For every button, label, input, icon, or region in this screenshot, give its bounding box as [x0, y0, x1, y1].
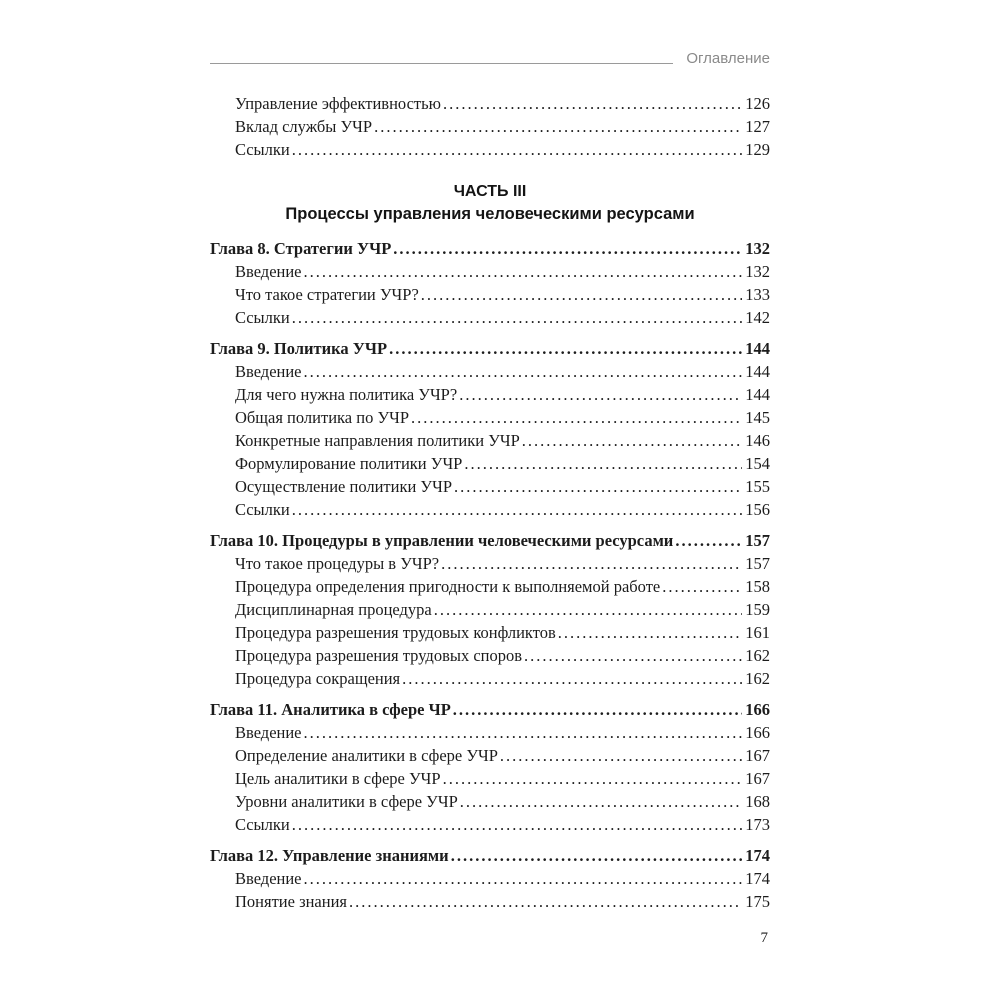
- toc-entry: [210, 452, 770, 475]
- toc-entry-page: 173: [745, 815, 770, 834]
- toc-entry-label: Что такое процедуры в УЧР?: [235, 554, 440, 573]
- toc-entry-page: 161: [745, 623, 770, 642]
- toc-entry: [210, 867, 770, 890]
- toc-entry-label: Определение аналитики в сфере УЧР: [235, 746, 498, 765]
- toc-chapter-page: 166: [745, 700, 770, 719]
- toc-entry-page: 159: [745, 600, 770, 619]
- toc-entry: [210, 552, 770, 575]
- toc-entry-label: Дисциплинарная процедура: [235, 600, 432, 619]
- dot-leader: [451, 844, 743, 867]
- dot-leader: [304, 867, 743, 890]
- toc-chapter: [210, 844, 770, 867]
- toc-entry-page: 144: [745, 385, 770, 404]
- dot-leader: [443, 92, 742, 115]
- dot-leader: [675, 529, 742, 552]
- toc-entry: [210, 721, 770, 744]
- dot-leader: [374, 115, 742, 138]
- dot-leader: [441, 552, 742, 575]
- toc-entry: [210, 790, 770, 813]
- toc-entry: [210, 498, 770, 521]
- toc-chapter-label: Глава 10. Процедуры в управлении человеческими ресурсами: [210, 531, 674, 550]
- folio-page-number: 7: [760, 930, 768, 946]
- toc-entry-page: 167: [745, 769, 770, 788]
- dot-leader: [662, 575, 742, 598]
- toc-entry-label: Вклад службы УЧР: [235, 117, 373, 136]
- toc-entry: [210, 283, 770, 306]
- running-head: [210, 48, 770, 68]
- toc-entry-page: 126: [745, 94, 770, 113]
- toc-entry-label: Формулирование политики УЧР: [235, 454, 463, 473]
- toc-chapter-page: 132: [745, 239, 770, 258]
- toc-entry-page: 133: [745, 285, 770, 304]
- dot-leader: [292, 306, 743, 329]
- toc-chapter: [210, 698, 770, 721]
- toc-entry-label: Процедура разрешения трудовых конфликтов: [235, 623, 556, 642]
- toc-entry: [210, 575, 770, 598]
- toc-entry: [210, 306, 770, 329]
- part-heading: [210, 181, 770, 225]
- toc-entry: [210, 260, 770, 283]
- toc-entry: [210, 406, 770, 429]
- toc-entry-page: 129: [745, 140, 770, 159]
- running-head-rule: [210, 63, 673, 64]
- toc-entry: [210, 644, 770, 667]
- toc-entry-page: 157: [745, 554, 770, 573]
- part-title: Процессы управления человеческими ресурсами: [285, 205, 695, 223]
- toc-chapter-label: Глава 11. Аналитика в сфере ЧР: [210, 700, 451, 719]
- toc-entry-page: 155: [745, 477, 770, 496]
- toc-entry-page: 168: [745, 792, 770, 811]
- toc-entry-page: 146: [745, 431, 770, 450]
- toc-entry-page: 156: [745, 500, 770, 519]
- dot-leader: [558, 621, 742, 644]
- toc-entry: [210, 767, 770, 790]
- toc-entry-label: Введение: [235, 262, 302, 281]
- toc-entry: [210, 360, 770, 383]
- toc-chapter: [210, 237, 770, 260]
- toc-entry-page: 175: [745, 892, 770, 911]
- toc-entry-label: Осуществление политики УЧР: [235, 477, 453, 496]
- dot-leader: [464, 452, 742, 475]
- toc-entry-label: Управление эффективностью: [235, 94, 441, 113]
- dot-leader: [292, 813, 743, 836]
- dot-leader: [522, 429, 742, 452]
- running-head-label: Оглавление: [686, 49, 770, 67]
- toc-entry-page: 167: [745, 746, 770, 765]
- dot-leader: [304, 360, 743, 383]
- toc-entry: [210, 813, 770, 836]
- toc-entry: [210, 744, 770, 767]
- toc-entry-page: 145: [745, 408, 770, 427]
- dot-leader: [421, 283, 742, 306]
- part-kicker: ЧАСТЬ III: [453, 183, 527, 200]
- toc-entry-page: 158: [745, 577, 770, 596]
- toc-entry-label: Для чего нужна политика УЧР?: [235, 385, 458, 404]
- toc-entry-label: Что такое стратегии УЧР?: [235, 285, 419, 304]
- toc-entry-page: 144: [745, 362, 770, 381]
- toc-entry-label: Введение: [235, 362, 302, 381]
- toc-entry-page: 162: [745, 669, 770, 688]
- toc-entry-page: 132: [745, 262, 770, 281]
- toc-chapter: [210, 529, 770, 552]
- dot-leader: [500, 744, 742, 767]
- toc-entry-page: 142: [745, 308, 770, 327]
- toc-entry-label: Ссылки: [235, 815, 290, 834]
- toc-entry-label: Уровни аналитики в сфере УЧР: [235, 792, 458, 811]
- dot-leader: [434, 598, 743, 621]
- toc-entry-page: 174: [745, 869, 770, 888]
- dot-leader: [411, 406, 742, 429]
- toc-entry: [210, 92, 770, 115]
- toc-entry-page: 162: [745, 646, 770, 665]
- toc-entry-label: Ссылки: [235, 308, 290, 327]
- toc-entry: [210, 890, 770, 913]
- dot-leader: [393, 237, 742, 260]
- toc-entry-page: 166: [745, 723, 770, 742]
- dot-leader: [402, 667, 742, 690]
- dot-leader: [454, 475, 742, 498]
- dot-leader: [304, 260, 743, 283]
- toc-entry-label: Введение: [235, 869, 302, 888]
- toc-entry-label: Процедура определения пригодности к выполняемой работе: [235, 577, 661, 596]
- toc-entry-label: Конкретные направления политики УЧР: [235, 431, 520, 450]
- toc-chapter: [210, 337, 770, 360]
- dot-leader: [389, 337, 742, 360]
- toc-entry-label: Процедура сокращения: [235, 669, 401, 688]
- dot-leader: [459, 383, 742, 406]
- toc-entry: [210, 598, 770, 621]
- toc-entry: [210, 621, 770, 644]
- toc-entry-page: 127: [745, 117, 770, 136]
- toc-page: [210, 48, 770, 913]
- toc-chapter-page: 174: [745, 846, 770, 865]
- toc-entry-label: Введение: [235, 723, 302, 742]
- toc-chapter-page: 144: [745, 339, 770, 358]
- toc-entry-page: 154: [745, 454, 770, 473]
- toc-entry-label: Ссылки: [235, 140, 290, 159]
- dot-leader: [443, 767, 743, 790]
- dot-leader: [460, 790, 743, 813]
- toc-entry-label: Цель аналитики в сфере УЧР: [235, 769, 441, 788]
- toc-entry: [210, 667, 770, 690]
- toc-entry: [210, 383, 770, 406]
- toc-entry: [210, 138, 770, 161]
- dot-leader: [349, 890, 742, 913]
- toc-entry: [210, 429, 770, 452]
- dot-leader: [292, 498, 743, 521]
- toc-entry: [210, 475, 770, 498]
- toc-entry-label: Общая политика по УЧР: [235, 408, 410, 427]
- toc-entry-label: Процедура разрешения трудовых споров: [235, 646, 523, 665]
- toc-chapter-page: 157: [745, 531, 770, 550]
- dot-leader: [453, 698, 742, 721]
- dot-leader: [292, 138, 743, 161]
- dot-leader: [524, 644, 742, 667]
- toc-entry-label: Ссылки: [235, 500, 290, 519]
- toc-chapter-label: Глава 9. Политика УЧР: [210, 339, 388, 358]
- toc-entry-label: Понятие знания: [235, 892, 347, 911]
- toc-entry: [210, 115, 770, 138]
- toc-chapter-label: Глава 8. Стратегии УЧР: [210, 239, 392, 258]
- dot-leader: [304, 721, 743, 744]
- toc-chapter-label: Глава 12. Управление знаниями: [210, 846, 449, 865]
